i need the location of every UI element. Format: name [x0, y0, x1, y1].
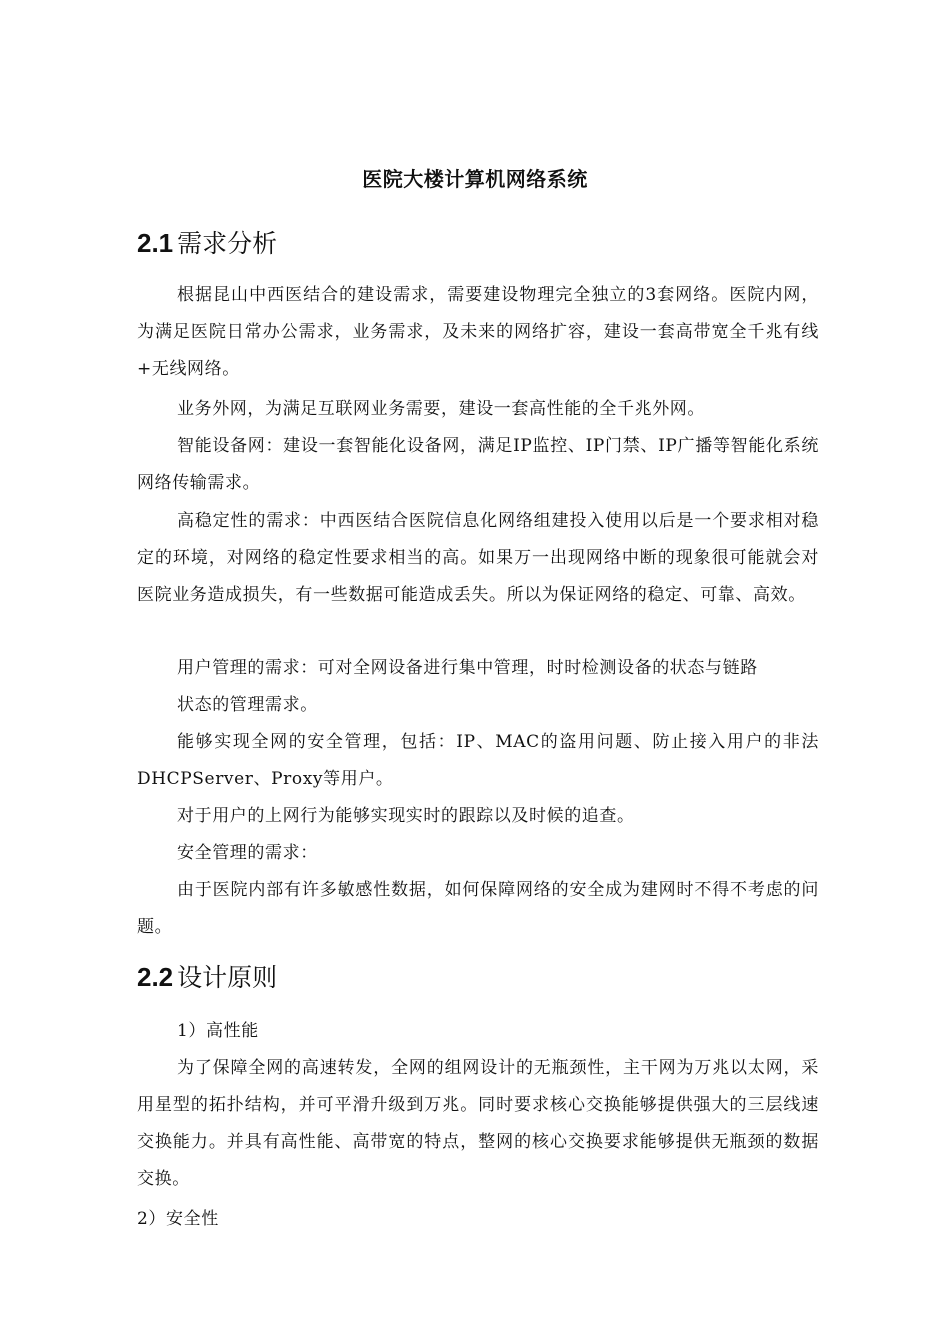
section-heading-2-1 [137, 224, 277, 260]
section-heading-2-2 [137, 958, 277, 994]
section-number: 2.1 [137, 228, 174, 258]
paragraph: 状态的管理需求。 [177, 695, 318, 715]
document-title: 医院大楼计算机网络系统 [362, 167, 588, 191]
section-title: 需求分析 [177, 229, 278, 258]
paragraph: 为了保障全网的高速转发，全网的组网设计的无瓶颈性，主干网为万兆以太网，采用星型的拓扑结构，并可平滑升级到万兆。同时要求核心交换能够提供强大的三层线速交换能力。并具有高性能、高带宽的特点，整网的核心交换要求能够提供无瓶颈的数据交换。 [137, 1058, 819, 1189]
paragraph: 能够实现全网的安全管理，包括：IP、MAC的盗用问题、防止接入用户的非法DHCPServer、Proxy等用户。 [137, 732, 819, 789]
paragraph: 对于用户的上网行为能够实现实时的跟踪以及时候的追查。 [177, 806, 635, 826]
section-title: 设计原则 [177, 963, 278, 992]
section-number: 2.2 [137, 962, 174, 992]
list-item-label: 1）高性能 [177, 1021, 259, 1041]
list-item-label: 2）安全性 [137, 1209, 219, 1229]
paragraph: 业务外网，为满足互联网业务需要，建设一套高性能的全千兆外网。 [177, 399, 705, 419]
paragraph: 高稳定性的需求：中西医结合医院信息化网络组建投入使用以后是一个要求相对稳定的环境，对网络的稳定性要求相当的高。如果万一出现网络中断的现象很可能就会对医院业务造成损失，有一些数据可能造成丢失。所以为保证网络的稳定、可靠、高效。 [137, 511, 819, 605]
paragraph: 安全管理的需求： [177, 843, 318, 863]
paragraph: 用户管理的需求：可对全网设备进行集中管理，时时检测设备的状态与链路 [177, 658, 758, 678]
paragraph: 由于医院内部有许多敏感性数据，如何保障网络的安全成为建网时不得不考虑的问题。 [137, 880, 819, 937]
paragraph: 根据昆山中西医结合的建设需求，需要建设物理完全独立的3套网络。医院内网，为满足医院日常办公需求，业务需求，及未来的网络扩容，建设一套高带宽全千兆有线+无线网络。 [137, 285, 819, 379]
paragraph: 智能设备网：建设一套智能化设备网，满足IP监控、IP门禁、IP广播等智能化系统网络传输需求。 [137, 436, 819, 493]
